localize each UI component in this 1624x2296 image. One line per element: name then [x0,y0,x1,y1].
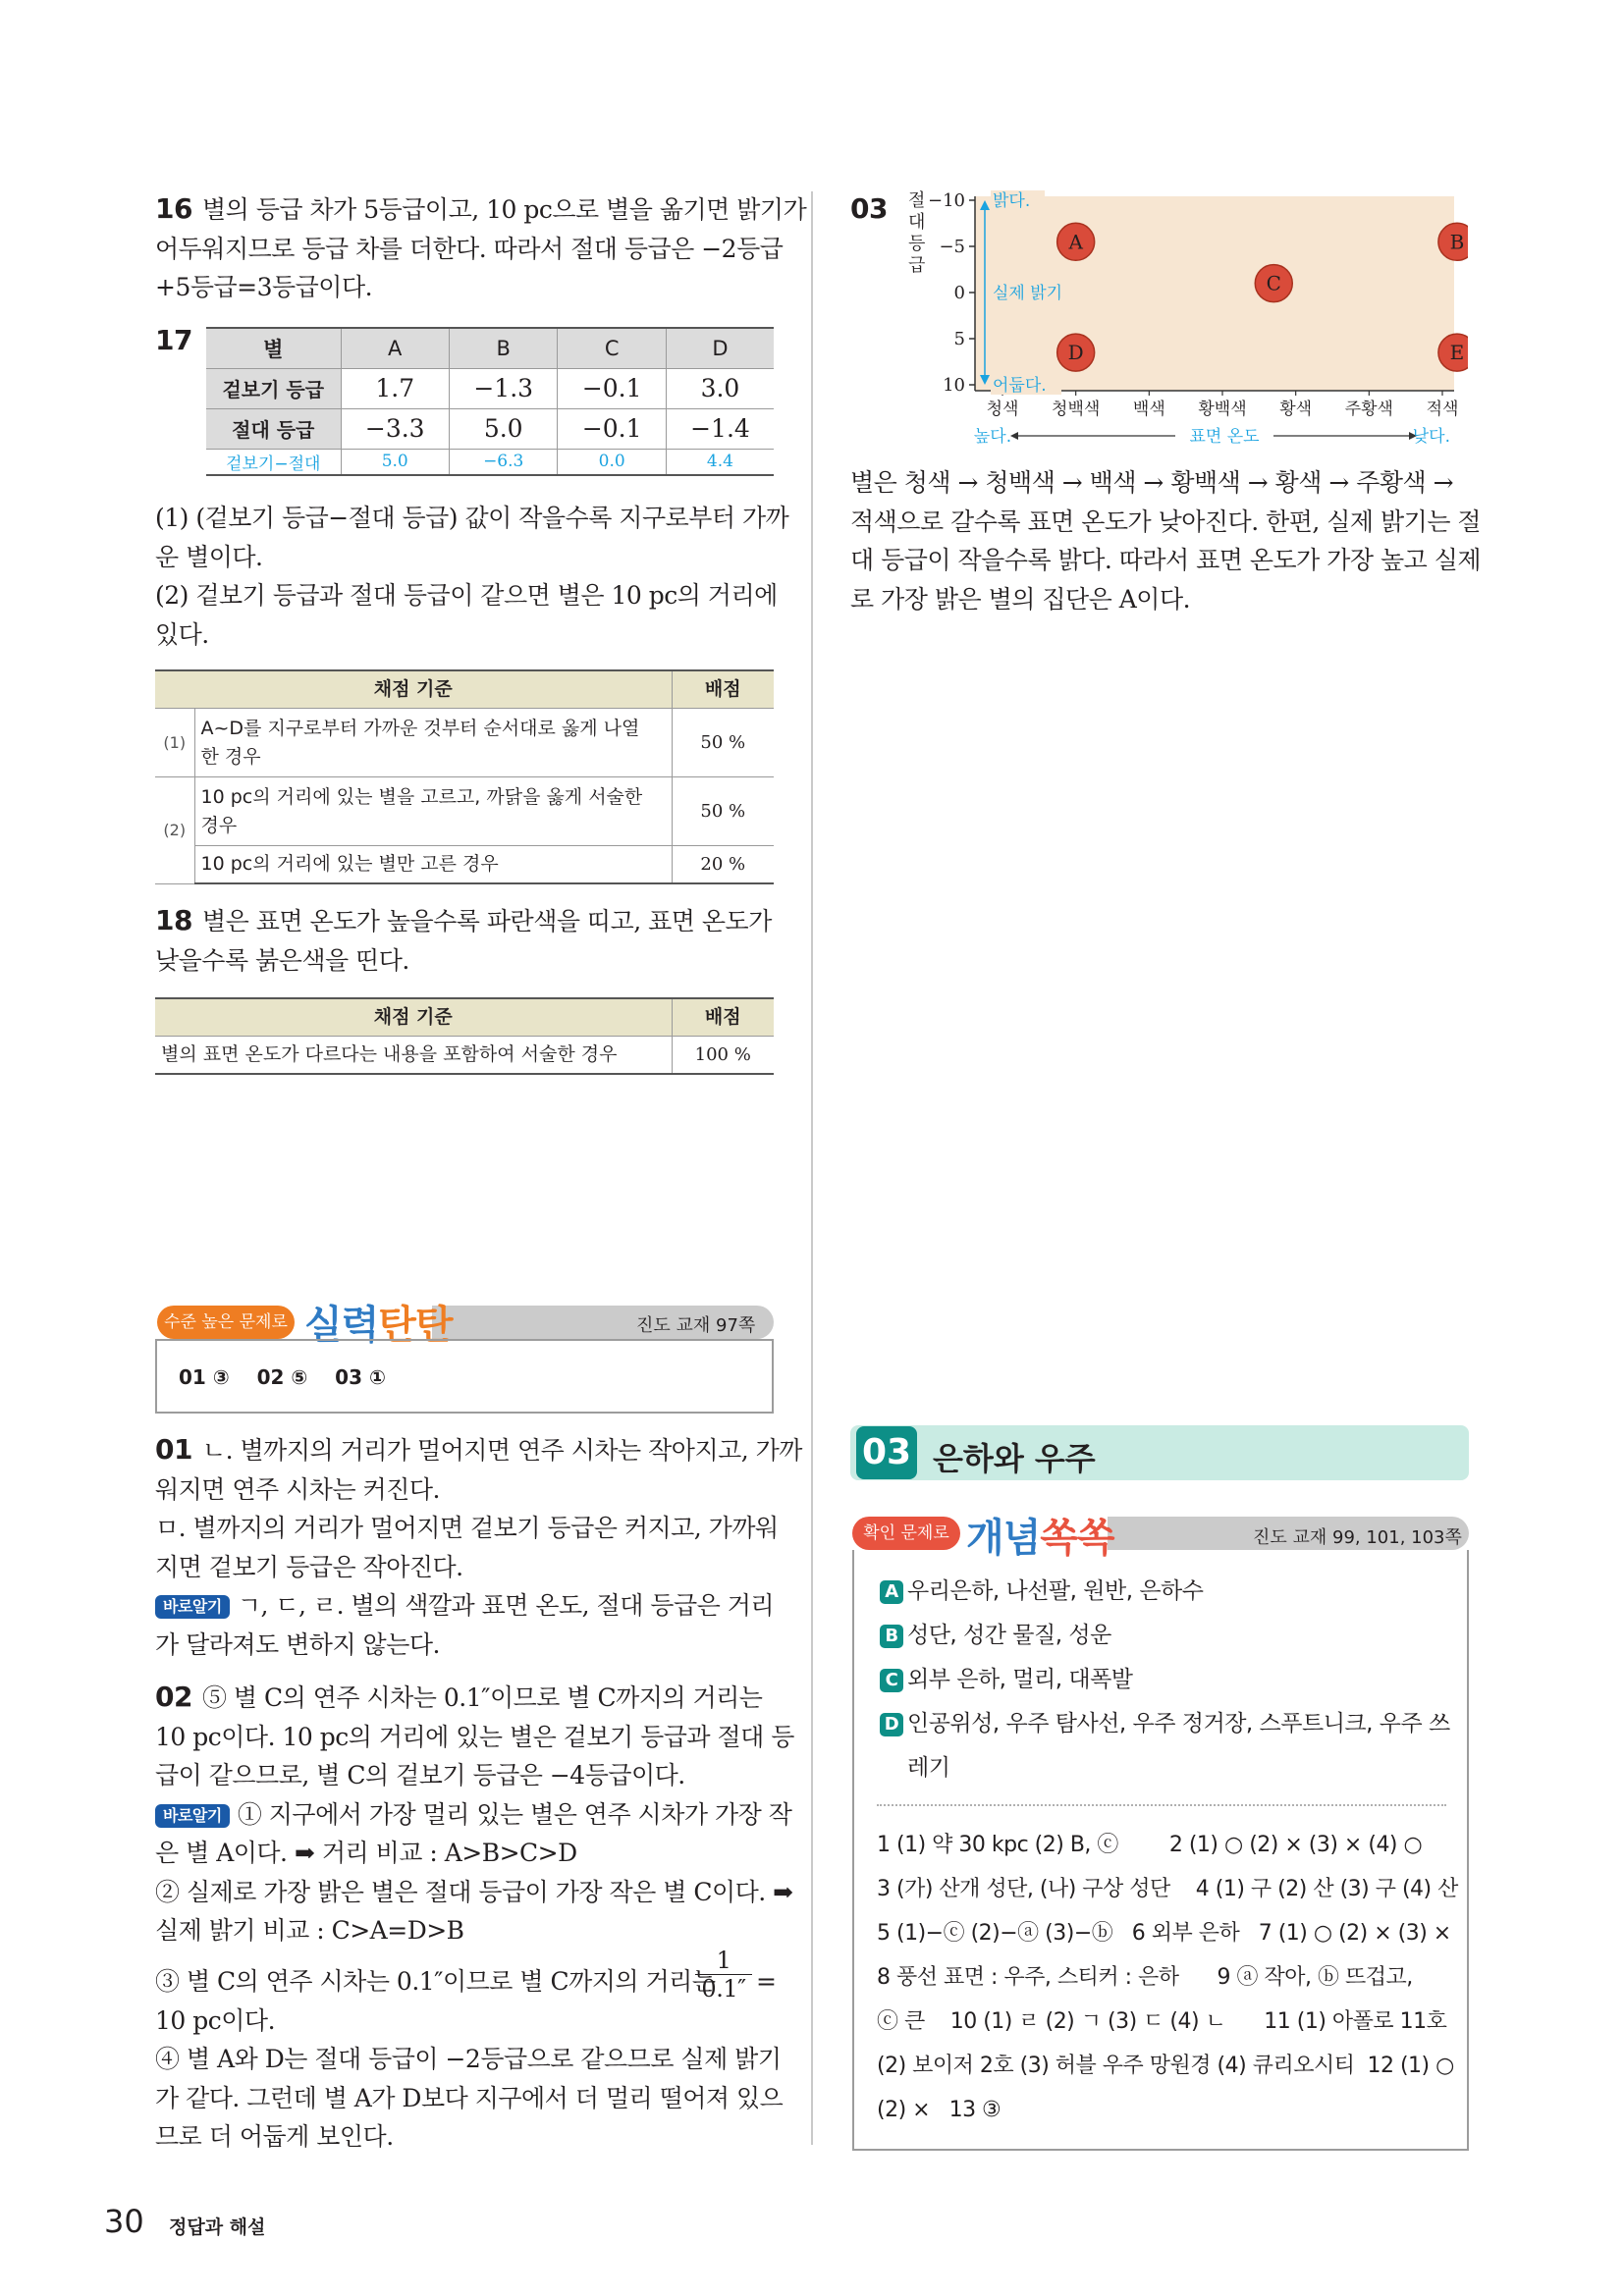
x-tick-label: 황백색 [1198,400,1247,419]
table-cell: −1.3 [449,368,557,408]
correction-badge: 바로알기 [155,1595,230,1619]
y-tick-label: 5 [953,329,965,349]
scoring-header: 채점 기준 배점 [155,670,774,709]
practice-tag: 수준 높은 문제로 [157,1306,295,1339]
key-row-a: A 우리은하, 나선팔, 원반, 은하수 [880,1576,1203,1606]
row-label: 겉보기 등급 [206,368,341,408]
q17-number: 17 [155,324,192,356]
header-cell: 별 [206,328,341,368]
table-cell: 1.7 [341,368,449,408]
table-row [206,408,774,449]
key-row-b: B 성단, 성간 물질, 성운 [880,1621,1111,1650]
q18-scoring-table [155,997,774,1075]
q18-text: 18 별은 표면 온도가 높을수록 파란색을 띠고, 표면 온도가 낮을수록 붉은색을 띤다. [155,904,772,975]
dotted-divider [877,1804,1446,1806]
header-cell: B [449,328,557,368]
scoring-row: 별의 표면 온도가 다르다는 내용을 포함하여 서술한 경우 100 % [155,1037,774,1075]
key-row-d: D 인공위성, 우주 탐사선, 우주 정거장, 스푸트니크, 우주 쓰 [880,1709,1450,1738]
p02-number: 02 [155,1681,192,1713]
y-tick-label: −10 [928,190,965,211]
row-label: 절대 등급 [206,408,341,449]
p01-number: 01 [155,1433,192,1466]
section-number: 03 [856,1426,917,1479]
y-tick-label: 10 [943,375,965,396]
footer-label: 정답과 해설 [169,2216,266,2238]
scoring-row: (1) A~D를 지구로부터 가까운 것부터 순서대로 옳게 나열 한 경우 50 % [155,709,774,777]
concept-answers: 1 (1) 약 30 kpc (2) B, ⓒ 2 (1) ○ (2) × (3) × (4) ○ 3 (가) 산개 성단, (나) 구상 성단 4 (1) 구 (2) 산 (3) 구 (4) 산 5 (1)−ⓒ (2)−ⓐ (3)−ⓑ 6 외부 은하 7 (1) ○ (2) × (3) × 8 풍선 표면 : 우주, 스티커 : 은하 9 ⓐ 작아, ⓑ 뜨겁고, ⓒ 큰 10 (1) ㄹ (2) ㄱ (3) ㄷ (4) ㄴ 11 (1) 아폴로 11호 (2) 보이저 2호 (3) 허블 우주 망원경 (4) 큐리오시티 12 (1) ○ (2) × 13 ③ [877,1833,1458,2122]
table-cell: 3.0 [666,368,774,408]
q03-explanation: 별은 청색 → 청백색 → 백색 → 황백색 → 황색 → 주황색 → 적색으로 갈수록 표면 온도가 낮아진다. 한편, 실제 밝기는 절 대 등급이 작을수록 밝다. 따라서 표면 온도가 가장 높고 실제 로 가장 밝은 별의 집단은 A이다. [850,468,1482,614]
fraction: 1 0.1″ [695,1947,752,2002]
concept-tag: 확인 문제로 [852,1517,960,1550]
x-tick-label: 황색 [1279,400,1313,419]
concept-ref: 진도 교재 99, 101, 103쪽 [1253,1527,1462,1548]
p01-text: 01 ㄴ. 별까지의 거리가 멀어지면 연주 시차는 작아지고, 가까 워지면 연주 시차는 커진다. ㅁ. 별까지의 거리가 멀어지면 겉보기 등급은 커지고, 가까워 지면 겉보기 등급은 작아진다. 바로알기 ㄱ, ㄷ, ㄹ. 별의 색깔과 표면 온도, 절대 등급은 거리 가 달라져도 변하지 않는다. [155,1433,802,1659]
x-tick-label: 청색 [986,400,1019,419]
q17-scoring-table [155,669,774,884]
scoring-row: 10 pc의 거리에 있는 별만 고른 경우 20 % [155,846,774,884]
table-cell: −0.1 [558,368,666,408]
q17-magnitude-table [206,327,774,476]
star-label: A [1068,230,1083,254]
calc-label: 겉보기−절대 [206,449,341,475]
star-label: C [1266,271,1281,295]
table-cell: 5.0 [449,408,557,449]
table-cell: −0.1 [558,408,666,449]
p02-text: 02 ⑤ 별 C의 연주 시차는 0.1″이므로 별 C까지의 거리는 10 pc이다. 10 pc의 거리에 있는 별은 겉보기 등급과 절대 등 급이 같으므로, 별 C의 겉보기 등급은 −4등급이다. 바로알기 ① 지구에서 가장 멀리 있는 별은 연주 시차가 가장 작 은 별 A이다. ➡ 거리 비교 : A>B>C>D ② 실제로 가장 밝은 별은 절대 등급이 가장 작은 별 C이다. ➡ 실제 밝기 비교 : C>A=D>B ③ 별 C의 연주 시차는 0.1″이므로 별 C까지의 거리는 1 0.1″ = 10 pc이다. ④ 별 A와 D는 절대 등급이 −2등급으로 같으므로 실제 밝기 가 같다. 그런데 별 A가 D보다 지구에서 더 멀리 떨어져 있으 므로 더 어둡게 보인다. [155,1681,794,2151]
q18-number: 18 [155,904,192,936]
q03-number-wrap [850,189,897,230]
y-axis-label: 절 대 등 급 [908,190,926,276]
calc-cell: 4.4 [666,449,774,475]
correction-badge: 바로알기 [155,1804,230,1828]
x-right-label: 낮다. [1412,427,1450,447]
q16-text: 16 별의 등급 차가 5등급이고, 10 pc으로 별을 옮기면 밝기가 어두워지므로 등급 차를 더한다. 따라서 절대 등급은 −2등급 +5등급=3등급이다. [155,192,807,301]
x-tick-label: 백색 [1132,400,1165,419]
table-cell: −1.4 [666,408,774,449]
y-tick-label: −5 [939,237,965,257]
key-row-c: C 외부 은하, 멀리, 대폭발 [880,1665,1133,1694]
star-label: E [1449,341,1465,365]
bottom-label: 어둡다. [993,376,1047,396]
calc-cell: 5.0 [341,449,449,475]
concept-title: 개념쏙쏙 [966,1516,1114,1561]
column-divider [811,191,813,2145]
x-left-label: 높다. [973,427,1012,447]
table-calc-row [206,449,774,475]
q17-number-wrap [155,321,202,361]
temp-arrow-head-left [1010,432,1018,440]
x-mid-label: 표면 온도 [1189,427,1260,447]
star-label: D [1067,341,1084,365]
header-cell: A [341,328,449,368]
calc-cell: −6.3 [449,449,557,475]
page-number: 30 [104,2203,144,2240]
x-tick-label: 청백색 [1052,400,1101,419]
q03-number: 03 [850,192,888,225]
hr-diagram [898,188,1468,458]
star-label: B [1449,230,1465,254]
table-header-row [206,328,774,368]
x-tick-label: 적색 [1426,400,1459,419]
practice-answers: 01 ③ 02 ⑤ 03 ① [179,1365,386,1389]
practice-ref: 진도 교재 97쪽 [636,1315,756,1336]
table-row [206,368,774,408]
table-cell: −3.3 [341,408,449,449]
y-tick-label: 0 [953,283,965,303]
q17-explanation: (1) (겉보기 등급−절대 등급) 값이 작을수록 지구로부터 가까 운 별이다. (2) 겉보기 등급과 절대 등급이 같으면 별은 10 pc의 거리에 있다. [155,504,789,649]
header-cell: D [666,328,774,368]
scoring-header: 채점 기준 배점 [155,998,774,1037]
practice-title: 실력탄탄 [304,1303,453,1348]
top-label: 밝다. [993,191,1031,211]
key-row-d-cont: 레기 [907,1755,950,1781]
scoring-row: (2) 10 pc의 거리에 있는 별을 고르고, 까닭을 옳게 서술한 경우 50 % [155,777,774,846]
calc-cell: 0.0 [558,449,666,475]
mid-label: 실제 밝기 [993,284,1063,303]
q16-number: 16 [155,192,192,225]
x-tick-label: 주황색 [1344,400,1393,419]
header-cell: C [558,328,666,368]
section-title: 은하와 우주 [933,1440,1096,1477]
